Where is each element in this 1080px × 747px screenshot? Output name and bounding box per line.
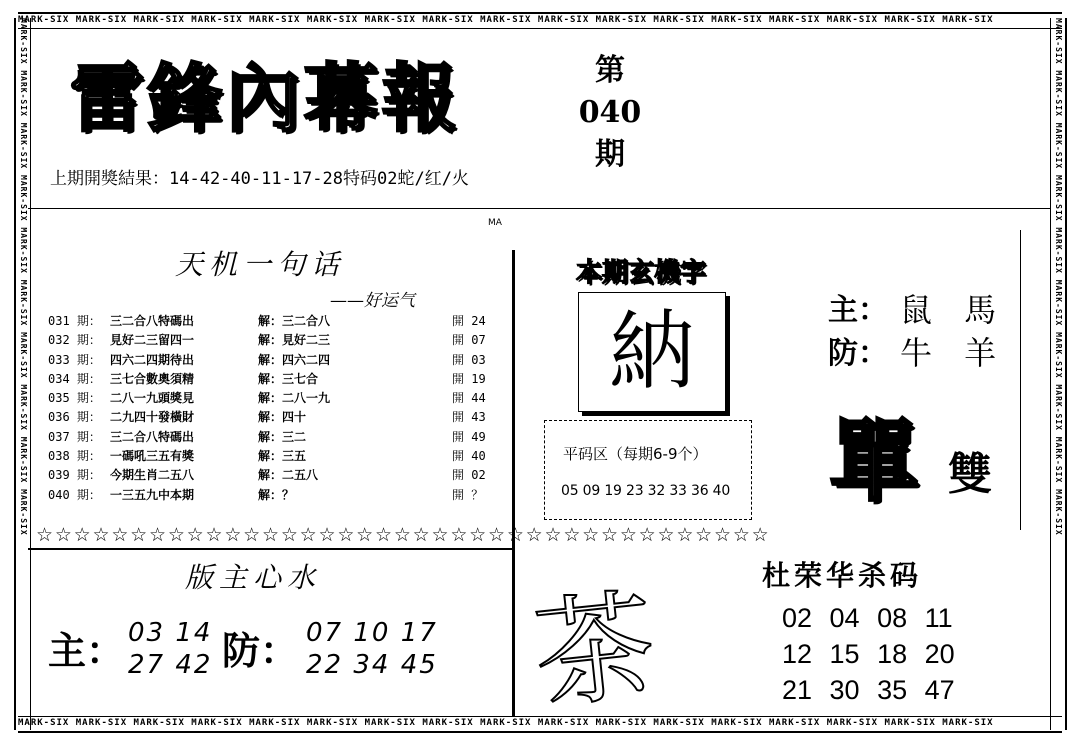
watermark-top: MARK-SIX MARK-SIX MARK-SIX MARK-SIX MARK-SIX MARK-SIX MARK-SIX MARK-SIX MARK-SIX MARK-SIX MARK-SIX MARK-SIX MARK-SIX MARK-SIX MARK-SIX MARK-SIX MARK-SIX (18, 15, 994, 25)
row-solve: 解：二五八 (258, 468, 319, 483)
row-solve: 解：三二 (258, 429, 307, 444)
list-item (48, 428, 498, 447)
row-open: 開 40 (452, 449, 486, 464)
row-solve: 解：三七合 (258, 371, 319, 386)
row-text: 一三五九中本期 (110, 487, 195, 502)
row-open: 開 07 (452, 333, 486, 348)
mystery-char-box (578, 292, 726, 412)
last-draw-result: 上期開獎結果：14-42-40-11-17-28特码02蛇/红/火 (50, 169, 469, 189)
row-text: 三二合八特碼出 (110, 314, 195, 328)
list-item (48, 447, 498, 466)
kill-title: 杜荣华杀码 (762, 559, 923, 592)
kill-numbers (782, 600, 955, 708)
header-divider (28, 208, 1050, 209)
row-period: 035 期： (48, 391, 101, 406)
row-open: 開 19 (452, 371, 486, 386)
guard-label: 防： (222, 628, 299, 673)
flat-zone-label: 平码区（每期6-9个） (563, 445, 708, 463)
watermark-right: MARK-SIX MARK-SIX MARK-SIX MARK-SIX MARK-SIX MARK-SIX MARK-SIX MARK-SIX MARK-SIX MARK-SIX (1054, 18, 1063, 536)
row-solve: 解：三五 (258, 449, 307, 464)
row-open: 開 24 (452, 314, 486, 328)
kill-row: 12 15 18 20 (782, 639, 955, 669)
zodiac-main-label: 主： (828, 293, 888, 328)
list-item (48, 312, 498, 331)
right-border-strip (1050, 18, 1067, 730)
issue-block (575, 50, 645, 176)
list-item (48, 408, 498, 427)
zodiac-main-values: 鼠 馬 (900, 291, 997, 329)
main-numbers-row2: 27 42 (128, 650, 213, 680)
issue-number: 040 (578, 95, 642, 130)
row-text: 見好二三留四一 (110, 333, 195, 348)
left-section-divider (28, 548, 512, 550)
list-item (48, 331, 498, 350)
row-text: 三二合八特碼出 (110, 429, 195, 444)
kill-row: 21 30 35 47 (782, 675, 955, 705)
row-period: 033 期： (48, 352, 101, 367)
corner-mark: MA (488, 218, 502, 228)
star-separator: ☆☆☆☆☆☆☆☆☆☆☆☆☆☆☆☆☆☆☆☆☆☆☆☆☆☆☆☆☆☆☆☆☆☆☆☆☆☆☆ (36, 524, 771, 546)
list-item (48, 486, 498, 505)
oracle-subtitle: ——好运气 (330, 291, 415, 311)
kill-row: 02 04 08 11 (782, 603, 953, 633)
left-border-strip (14, 18, 31, 730)
row-period: 038 期： (48, 449, 101, 464)
row-text: 四六二四期待出 (110, 352, 195, 367)
row-text: 一碼吼三五有獎 (110, 449, 195, 464)
row-open: 開 49 (452, 429, 486, 444)
row-period: 039 期： (48, 468, 101, 483)
watermark-bottom: MARK-SIX MARK-SIX MARK-SIX MARK-SIX MARK-SIX MARK-SIX MARK-SIX MARK-SIX MARK-SIX MARK-SIX MARK-SIX MARK-SIX MARK-SIX MARK-SIX MARK-SIX MARK-SIX MARK-SIX (18, 718, 994, 728)
list-item (48, 389, 498, 408)
zodiac-guard-label: 防： (828, 336, 888, 371)
double-char: 雙 (948, 449, 992, 500)
issue-prefix: 第 (595, 53, 625, 88)
row-solve: 解：見好二三 (258, 333, 331, 348)
guard-numbers-row2: 22 34 45 (306, 650, 438, 680)
row-period: 032 期： (48, 333, 101, 348)
row-solve: 解：四十 (258, 410, 307, 425)
main-label: 主： (48, 628, 125, 673)
list-item (48, 466, 498, 485)
guard-numbers-row1: 07 10 17 (306, 618, 438, 648)
row-open: 開 02 (452, 468, 486, 483)
oracle-list (48, 312, 498, 505)
mystery-character: 納 (609, 302, 695, 402)
right-inner-divider (1020, 230, 1021, 530)
row-text: 二八一九頭獎見 (110, 391, 195, 406)
row-solve: 解：三二合八 (258, 314, 331, 328)
main-numbers-row1: 03 14 (128, 618, 213, 648)
row-open: 開 ？ (452, 487, 484, 502)
watermark-left: MARK-SIX MARK-SIX MARK-SIX MARK-SIX MARK-SIX MARK-SIX MARK-SIX MARK-SIX MARK-SIX MARK-SIX (19, 18, 28, 536)
single-char: 單 (830, 409, 919, 513)
row-period: 031 期： (48, 314, 101, 328)
row-solve: 解：四六二四 (258, 352, 331, 367)
row-text: 三七合數奧須精 (110, 371, 195, 386)
row-period: 040 期： (48, 487, 101, 502)
list-item (48, 370, 498, 389)
mystery-title: 本期玄機字 (576, 258, 707, 288)
row-open: 開 43 (452, 410, 486, 425)
bottom-border-strip (18, 716, 1062, 733)
ink-brush-character: 茶 (528, 576, 663, 727)
row-solve: 解：二八一九 (258, 391, 331, 406)
flat-zone-box (544, 420, 752, 520)
list-item (48, 351, 498, 370)
heart-water-title: 版主心水 (185, 561, 322, 594)
issue-suffix: 期 (595, 137, 625, 172)
row-period: 034 期： (48, 371, 101, 386)
row-open: 開 03 (452, 352, 486, 367)
center-divider (512, 250, 515, 716)
page-title: 雷鋒內幕報 (70, 56, 460, 142)
row-period: 036 期： (48, 410, 101, 425)
row-solve: 解：？ (258, 487, 295, 502)
top-border-strip (18, 12, 1062, 29)
flat-zone-numbers: 05 09 19 23 32 33 36 40 (561, 483, 731, 499)
row-text: 今期生肖二五八 (110, 468, 195, 483)
row-open: 開 44 (452, 391, 486, 406)
row-period: 037 期： (48, 429, 101, 444)
row-text: 二九四十發橫財 (110, 410, 195, 425)
oracle-title: 天机一句话 (175, 248, 346, 281)
zodiac-guard-values: 牛 羊 (900, 334, 997, 372)
